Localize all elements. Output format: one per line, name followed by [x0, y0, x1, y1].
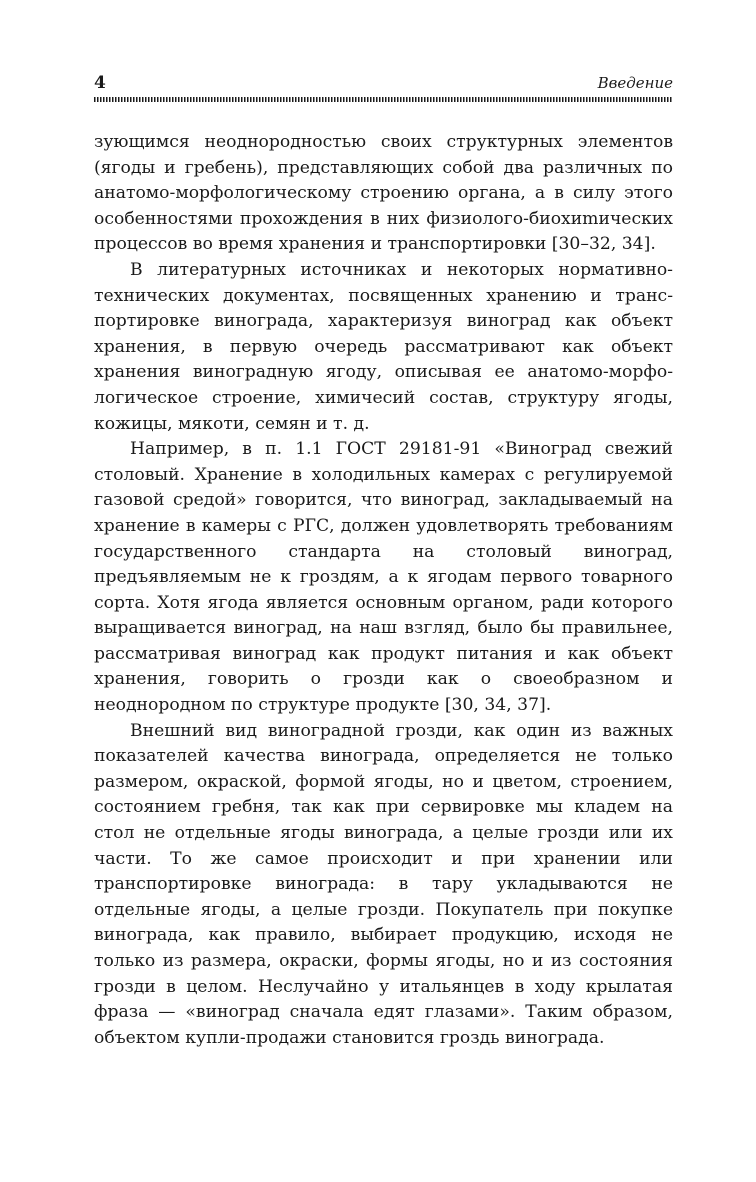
header-rule	[94, 97, 673, 102]
page-number: 4	[94, 73, 106, 93]
paragraph: Внешний вид виноградной грозди, как один из важных показателей качества винограда, определяется не только размером, окраской, формой ягоды, но и цветом, строением, состоянием гребня, так как при сервировке мы кладем на стол не отдельные ягоды винограда, а целые грозди или их части. То же самое происходит и при хранении или транспортировке винограда: в тару укладываются не отдельные ягоды, а целые грозди. Покупатель при покупке винограда, как правило, выбирает продукцию, исходя не только из размера, окраски, формы ягоды, но и из состояния грозди в целом. Неслучайно у итальянцев в ходу крылатая фраза — «виноград сначала едят глазами». Таким образом, объектом купли-продажи становится гроздь винограда.	[94, 720, 673, 1048]
paragraph: Например, в п. 1.1 ГОСТ 29181-91 «Виноград свежий столовый. Хранение в холодильных камерах с регулируемой газовой средой» говорится, что виноград, закладываемый на хранение в камеры с РГС, должен удовлетворять требованиям государственного стандарта на столовый виноград, предъявляемым не к гроздям, а к ягодам первого товарного сорта. Хотя ягода является основным органом, ради которого выращивается виноград, на наш взгляд, было бы правильнее, рассматривая виноград как продукт питания и как объект хранения, говорить о грозди как о своеобразном и неоднородном по структуре продукте [30, 34, 37].	[94, 439, 673, 716]
running-section-title: Введение	[597, 74, 673, 92]
paragraph: В литературных источниках и некоторых нормативно-технических документах, посвященных хранению и транспортировке винограда, характеризуя виноград как объект хранения, в первую очередь рассматривают как объект хранения виноградную ягоду, описывая ее анатомо-морфологическое строение, химичесий состав, структуру ягоды, кожицы, мякоти, семян и т. д.	[94, 259, 673, 434]
body-text	[94, 130, 673, 1051]
page-header	[94, 72, 673, 98]
paragraph-continuation: зующимся неоднородностью своих структурных элементов (ягоды и гребень), представляющих собой два различных по анатомо-морфологическому строению органа, а в силу этого особенностями прохождения в них физиолого-биохиmических процессов во время хранения и транспортировки [30–32, 34].	[94, 132, 673, 255]
